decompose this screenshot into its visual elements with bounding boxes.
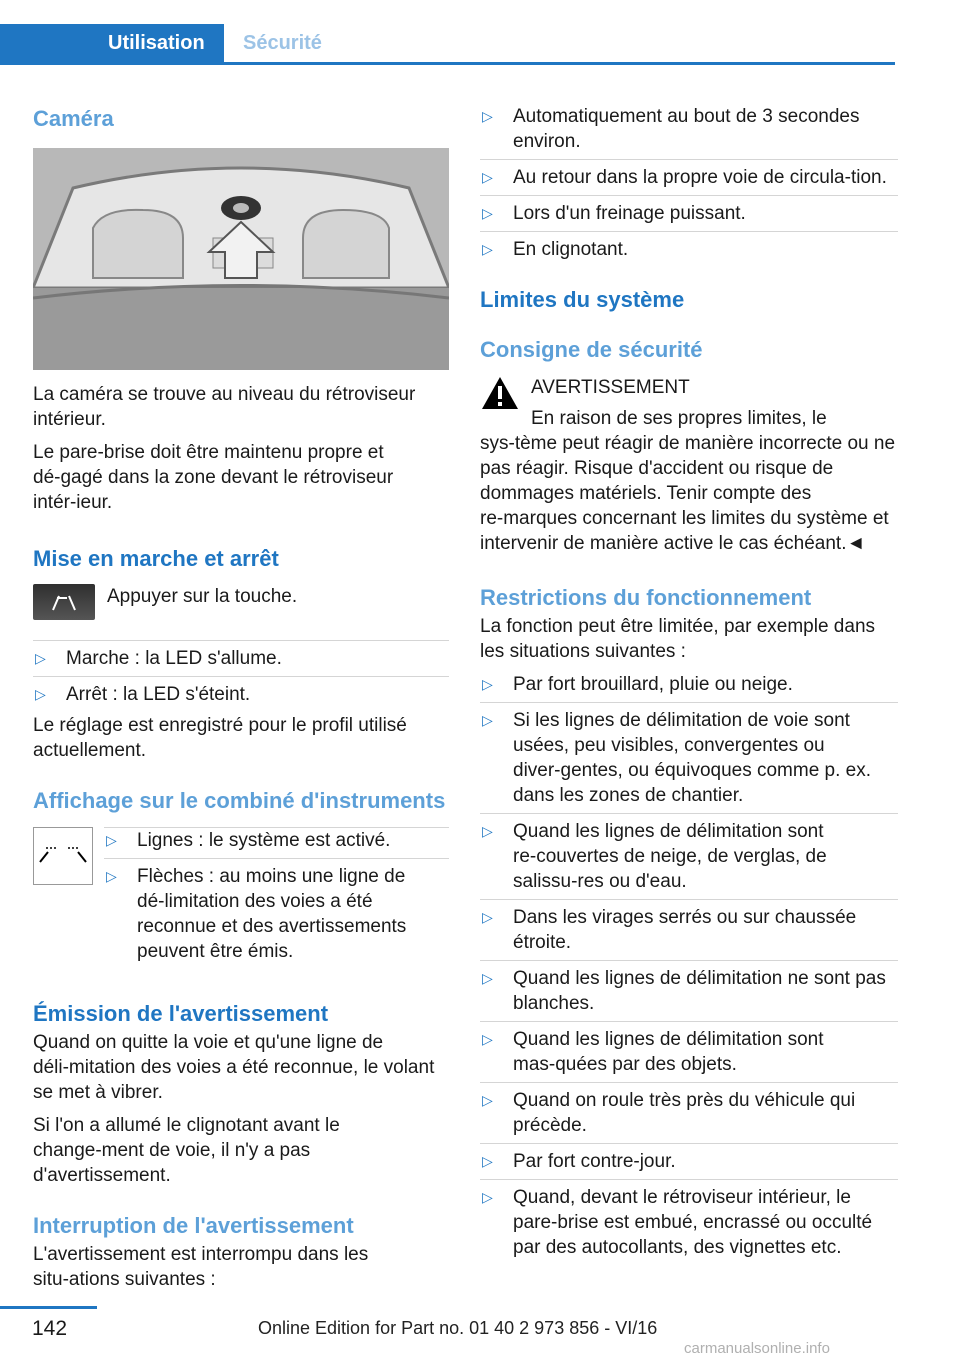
bullet-icon: ▷ bbox=[482, 169, 493, 185]
camera-location-text: La caméra se trouve au niveau du rétroviseur intérieur. bbox=[33, 384, 416, 430]
section-tabs bbox=[0, 24, 895, 65]
list-item bbox=[480, 104, 898, 154]
list-item-text: Marche : la LED s'allume. bbox=[66, 648, 282, 669]
list-item bbox=[480, 905, 898, 955]
list-item-text: Automatiquement au bout de 3 secondes environ. bbox=[513, 106, 860, 152]
camera-heading: Caméra bbox=[33, 106, 114, 131]
bullet-icon: ▷ bbox=[482, 241, 493, 257]
divider bbox=[33, 676, 449, 677]
limits-heading: Limites du système bbox=[480, 287, 685, 312]
list-item-text: Arrêt : la LED s'éteint. bbox=[66, 684, 251, 705]
list-item bbox=[480, 201, 898, 226]
bullet-icon: ▷ bbox=[482, 1092, 493, 1108]
restrictions-intro: La fonction peut être limitée, par exemple dans les situations suivantes : bbox=[480, 616, 876, 662]
divider bbox=[480, 899, 898, 900]
setting-saved-text: Le réglage est enregistré pour le profil utilisé actuellement. bbox=[33, 715, 407, 761]
emission-text-1: Quand on quitte la voie et qu'une ligne de déli‑mitation des voies a été reconnue, le volant se met à vibrer. bbox=[33, 1032, 435, 1103]
bullet-icon: ▷ bbox=[482, 1031, 493, 1047]
bullet-icon: ▷ bbox=[482, 1153, 493, 1169]
interrupt-heading: Interruption de l'avertissement bbox=[33, 1213, 354, 1238]
list-item bbox=[104, 864, 449, 964]
warning-triangle-icon bbox=[480, 375, 520, 411]
list-item bbox=[480, 672, 898, 697]
watermark: carmanualsonline.info bbox=[684, 1340, 830, 1357]
list-item bbox=[480, 1185, 898, 1260]
list-item-text: Au retour dans la propre voie de circula‑tion. bbox=[513, 167, 887, 188]
divider bbox=[104, 858, 449, 859]
tab-utilisation-label: Utilisation bbox=[108, 32, 205, 54]
list-item bbox=[480, 1088, 898, 1138]
list-item bbox=[480, 819, 898, 894]
edition-text: Online Edition for Part no. 01 40 2 973 856 - VI/16 bbox=[258, 1318, 658, 1338]
footer-rule bbox=[0, 1306, 97, 1309]
lane-button-icon bbox=[33, 584, 95, 620]
list-item-text: Si les lignes de délimitation de voie sont usées, peu visibles, convergentes ou diver‑gentes, ou équivoques comme p. ex. dans les zones de chantier. bbox=[513, 710, 872, 806]
camera-photo bbox=[33, 148, 449, 370]
tab-securite[interactable]: Sécurité bbox=[243, 32, 322, 54]
divider bbox=[480, 1021, 898, 1022]
instrument-cluster-image bbox=[33, 827, 93, 885]
list-item-text: Lignes : le système est activé. bbox=[137, 830, 391, 851]
divider bbox=[480, 195, 898, 196]
lane-button-image bbox=[33, 584, 95, 620]
interrupt-text: L'avertissement est interrompu dans les situ‑ations suivantes : bbox=[33, 1244, 369, 1290]
left-column bbox=[33, 100, 449, 1292]
bullet-icon: ▷ bbox=[35, 686, 46, 702]
bullet-icon: ▷ bbox=[482, 909, 493, 925]
bullet-icon: ▷ bbox=[35, 650, 46, 666]
list-item bbox=[480, 237, 898, 262]
divider bbox=[480, 1179, 898, 1180]
camera-clean-text: Le pare-brise doit être maintenu propre et dé‑gagé dans la zone devant le rétroviseur intér‑ieur. bbox=[33, 442, 394, 513]
divider bbox=[480, 231, 898, 232]
warning-text: En raison de ses propres limites, le sys‑tème peut réagir de manière incorrecte ou ne pas réagir. Risque d'accident ou risque de dommages matériels. Tenir compte des re‑marques concernant les limites du système et intervenir de manière active le cas échéant.◄ bbox=[480, 408, 896, 554]
tab-utilisation[interactable] bbox=[0, 24, 224, 62]
safety-heading: Consigne de sécurité bbox=[480, 337, 703, 362]
list-item bbox=[480, 966, 898, 1016]
divider bbox=[480, 159, 898, 160]
list-item-text: Dans les virages serrés ou sur chaussée étroite. bbox=[513, 907, 857, 953]
lane-lines-icon bbox=[34, 828, 92, 884]
list-item bbox=[480, 165, 898, 190]
page-number: 142 bbox=[32, 1317, 68, 1340]
divider bbox=[480, 702, 898, 703]
bullet-icon: ▷ bbox=[482, 823, 493, 839]
list-item-text: Quand on roule très près du véhicule qui précède. bbox=[513, 1090, 856, 1136]
bullet-icon: ▷ bbox=[482, 1189, 493, 1205]
warning-label: AVERTISSEMENT bbox=[531, 377, 690, 398]
bullet-icon: ▷ bbox=[482, 712, 493, 728]
bullet-icon: ▷ bbox=[482, 108, 493, 124]
emission-heading: Émission de l'avertissement bbox=[33, 1001, 329, 1026]
divider bbox=[480, 1143, 898, 1144]
bullet-icon: ▷ bbox=[106, 868, 117, 884]
list-item-text: Quand les lignes de délimitation ne sont pas blanches. bbox=[513, 968, 886, 1014]
divider bbox=[33, 640, 449, 641]
emission-text-2: Si l'on a allumé le clignotant avant le change‑ment de voie, il n'y a pas d'avertissement. bbox=[33, 1115, 340, 1186]
list-item bbox=[480, 1027, 898, 1077]
bullet-icon: ▷ bbox=[482, 205, 493, 221]
list-item-text: Lors d'un freinage puissant. bbox=[513, 203, 746, 224]
bullet-icon: ▷ bbox=[106, 832, 117, 848]
windshield-camera-image bbox=[33, 148, 449, 370]
right-column bbox=[480, 100, 898, 1260]
list-item bbox=[33, 682, 449, 707]
press-button-text: Appuyer sur la touche. bbox=[107, 586, 298, 607]
bullet-icon: ▷ bbox=[482, 676, 493, 692]
list-item-text: Par fort brouillard, pluie ou neige. bbox=[513, 674, 793, 695]
restrictions-heading: Restrictions du fonctionnement bbox=[480, 585, 812, 610]
divider bbox=[480, 960, 898, 961]
list-item-text: Quand les lignes de délimitation sont mas‑quées par des objets. bbox=[513, 1029, 824, 1075]
list-item-text: Par fort contre-jour. bbox=[513, 1151, 676, 1172]
divider bbox=[480, 1082, 898, 1083]
list-item bbox=[33, 646, 449, 671]
onoff-heading: Mise en marche et arrêt bbox=[33, 546, 279, 571]
list-item-text: Quand, devant le rétroviseur intérieur, le pare-brise est embué, encrassé ou occulté par des autocollants, des vignettes etc. bbox=[513, 1187, 873, 1258]
list-item bbox=[480, 1149, 898, 1174]
list-item-text: En clignotant. bbox=[513, 239, 629, 260]
list-item bbox=[104, 828, 449, 853]
list-item bbox=[480, 708, 898, 808]
list-item-text: Quand les lignes de délimitation sont re‑couvertes de neige, de verglas, de salissu‑res ou d'eau. bbox=[513, 821, 827, 892]
display-heading: Affichage sur le combiné d'instruments bbox=[33, 788, 446, 813]
bullet-icon: ▷ bbox=[482, 970, 493, 986]
divider bbox=[480, 813, 898, 814]
warning-icon bbox=[480, 375, 520, 411]
list-item-text: Flèches : au moins une ligne de dé‑limitation des voies a été reconnue et des avertissements peuvent être émis. bbox=[137, 866, 407, 962]
